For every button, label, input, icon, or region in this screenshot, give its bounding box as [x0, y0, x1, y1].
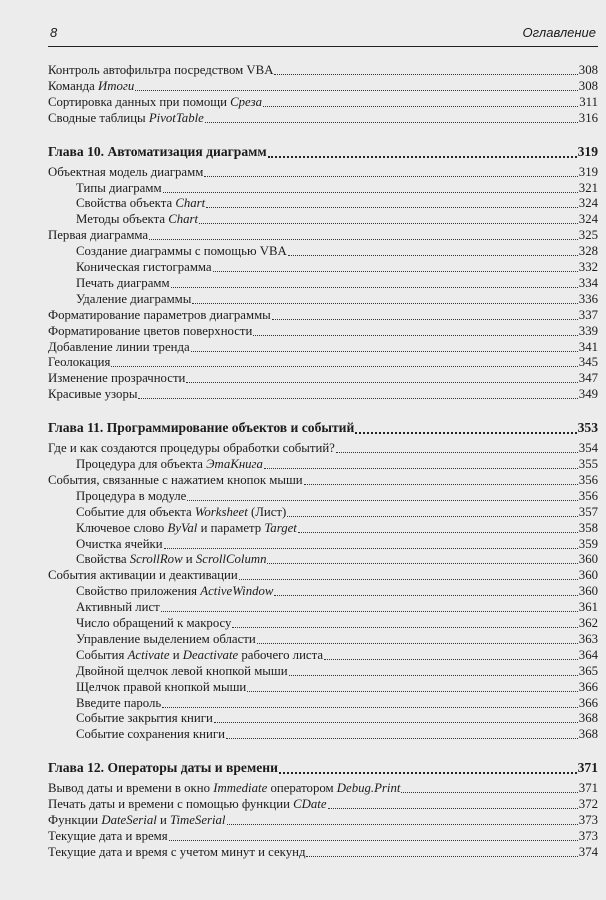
- dot-leader: [187, 499, 577, 501]
- dot-leader: [164, 547, 578, 549]
- entry-title: Контроль автофильтра посредством VBA: [48, 63, 274, 77]
- entry-page-number: 373: [578, 828, 598, 843]
- toc-entry: [76, 679, 598, 695]
- dot-leader: [192, 302, 577, 304]
- dot-leader: [304, 483, 578, 485]
- entry-title: Печать даты и времени с помощью функции CDate: [48, 797, 327, 812]
- toc-entry: [48, 472, 598, 488]
- entry-page-number: 371: [578, 781, 598, 796]
- entry-page-number: 364: [578, 647, 598, 662]
- toc-entry: [48, 227, 598, 243]
- dot-leader: [355, 431, 576, 434]
- toc-entry: [76, 631, 598, 647]
- entry-page-number: 356: [578, 472, 598, 487]
- dot-leader: [324, 658, 578, 660]
- entry-title: Красивые узоры: [48, 387, 138, 402]
- dot-leader: [298, 531, 578, 533]
- entry-page-number: 355: [578, 457, 598, 471]
- entry-title: Сортировка данных при помощи Среза: [48, 94, 262, 109]
- toc-entry: [76, 520, 598, 536]
- entry-title: События, связанные с нажатием кнопок мыши: [48, 472, 303, 487]
- toc-entry: [76, 599, 598, 615]
- toc-entry: [76, 504, 598, 520]
- entry-title: Глава 10. Автоматизация диаграмм: [48, 143, 267, 159]
- running-header: [48, 22, 598, 47]
- chapter-entry: [48, 419, 598, 437]
- entry-title: Типы диаграмм: [76, 180, 162, 195]
- entry-title: Вывод даты и времени в окно Immediate оператором Debug.Print: [48, 781, 401, 796]
- entry-title: Добавление линии тренда: [48, 339, 190, 354]
- entry-page-number: 362: [578, 616, 598, 630]
- dot-leader: [169, 839, 578, 841]
- dot-leader: [232, 626, 577, 628]
- dot-leader: [257, 642, 578, 644]
- entry-page-number: 308: [578, 63, 598, 77]
- toc-entry: [76, 551, 598, 567]
- entry-page-number: 354: [578, 441, 598, 456]
- entry-page-number: 316: [578, 110, 598, 125]
- toc-entry: [76, 536, 598, 552]
- dot-leader: [149, 238, 578, 240]
- toc-entry: [48, 812, 598, 828]
- dot-leader: [268, 155, 577, 158]
- entry-title: Ключевое слово ByVal и параметр Target: [76, 520, 297, 535]
- entry-page-number: 347: [578, 371, 598, 386]
- entry-title: Создание диаграммы с помощью VBA: [76, 244, 287, 259]
- dot-leader: [267, 562, 577, 564]
- entry-page-number: 332: [578, 260, 598, 274]
- toc-entry: [48, 796, 598, 812]
- dot-leader: [226, 737, 578, 739]
- entry-page-number: 324: [578, 212, 598, 227]
- chapter-entry: [48, 759, 598, 777]
- entry-title: Текущие дата и время: [48, 828, 168, 843]
- dot-leader: [199, 222, 578, 224]
- toc-entry: [76, 195, 598, 211]
- entry-page-number: 359: [578, 536, 598, 551]
- toc-entry: [76, 726, 598, 742]
- toc-entry: [48, 370, 598, 386]
- toc-entry: [48, 339, 598, 355]
- entry-title: Где и как создаются процедуры обработки событий?: [48, 441, 335, 456]
- dot-leader: [274, 594, 577, 596]
- dot-leader: [171, 286, 578, 288]
- toc-entry: [48, 78, 598, 94]
- toc-entry: [48, 62, 598, 78]
- entry-title: Свойства объекта Chart: [76, 196, 206, 211]
- entry-title: Событие закрытия книги: [76, 711, 213, 726]
- toc-entry: [76, 663, 598, 679]
- dot-leader: [272, 318, 578, 320]
- dot-leader: [264, 467, 578, 469]
- entry-title: Событие для объекта Worksheet (Лист): [76, 504, 287, 519]
- entry-page-number: 368: [578, 711, 598, 726]
- entry-page-number: 368: [578, 727, 598, 742]
- entry-title: Сводные таблицы PivotTable: [48, 110, 204, 125]
- dot-leader: [279, 771, 577, 774]
- toc-entry: [48, 828, 598, 844]
- entry-page-number: 341: [578, 339, 598, 354]
- entry-title: Текущие дата и время с учетом минут и секунд: [48, 844, 306, 859]
- entry-page-number: 360: [578, 584, 598, 599]
- dot-leader: [206, 206, 578, 208]
- entry-page-number: 328: [578, 244, 598, 259]
- entry-title: Щелчок правой кнопкой мыши: [76, 679, 247, 694]
- entry-title: События активации и деактивации: [48, 568, 238, 583]
- toc-entry: [48, 567, 598, 583]
- entry-title: Процедура для объекта ЭтаКнига: [76, 457, 263, 471]
- entry-title: Форматирование параметров диаграммы: [48, 307, 271, 322]
- toc-entry: [76, 488, 598, 504]
- dot-leader: [247, 690, 578, 692]
- dot-leader: [239, 578, 578, 580]
- entry-page-number: 353: [577, 420, 598, 436]
- toc-entry: [48, 440, 598, 456]
- entry-title: Функции DateSerial и TimeSerial: [48, 813, 226, 827]
- entry-page-number: 319: [578, 164, 598, 179]
- entry-title: Активный лист: [76, 600, 160, 615]
- entry-page-number: 363: [578, 631, 598, 646]
- toc-entry: [76, 456, 598, 472]
- entry-title: Событие сохранения книги: [76, 727, 225, 742]
- dot-leader: [289, 674, 578, 676]
- entry-page-number: 337: [578, 307, 598, 322]
- dot-leader: [227, 823, 578, 825]
- dot-leader: [274, 73, 577, 75]
- toc-entry: [48, 780, 598, 796]
- toc-entry: [48, 323, 598, 339]
- toc-entry: [76, 291, 598, 307]
- toc-entry: [76, 275, 598, 291]
- dot-leader: [287, 515, 578, 517]
- dot-leader: [186, 381, 577, 383]
- toc-entry: [76, 710, 598, 726]
- chapter-entry: [48, 143, 598, 161]
- toc-entry: [48, 164, 598, 180]
- toc-entry: [76, 180, 598, 196]
- entry-title: Двойной щелчок левой кнопкой мыши: [76, 663, 288, 678]
- dot-leader: [288, 254, 578, 256]
- toc-entry: [48, 844, 598, 860]
- dot-leader: [161, 610, 578, 612]
- toc-entry: [48, 110, 598, 126]
- entry-page-number: 349: [578, 387, 598, 402]
- dot-leader: [214, 721, 578, 723]
- toc-entry: [76, 243, 598, 259]
- dot-leader: [328, 807, 578, 809]
- entry-page-number: 374: [578, 844, 598, 859]
- entry-title: Методы объекта Chart: [76, 212, 199, 227]
- dot-leader: [191, 350, 578, 352]
- dot-leader: [213, 270, 578, 272]
- entry-page-number: 356: [578, 488, 598, 503]
- entry-page-number: 325: [578, 228, 598, 243]
- entry-title: Первая диаграмма: [48, 228, 149, 243]
- toc-entry: [48, 354, 598, 370]
- dot-leader: [162, 706, 578, 708]
- entry-page-number: 339: [578, 323, 598, 338]
- entry-title: Объектная модель диаграмм: [48, 164, 204, 179]
- toc-entry: [76, 583, 598, 599]
- entry-title: Свойства ScrollRow и ScrollColumn: [76, 552, 267, 567]
- dot-leader: [401, 791, 577, 793]
- running-title: Оглавление: [522, 25, 596, 40]
- entry-title: Команда Итоги: [48, 78, 135, 93]
- entry-page-number: 336: [578, 291, 598, 306]
- entry-page-number: 360: [578, 568, 598, 583]
- toc-entry: [48, 94, 598, 110]
- toc-entry: [76, 695, 598, 711]
- entry-title: Введите пароль: [76, 695, 162, 710]
- entry-page-number: 334: [578, 275, 598, 290]
- dot-leader: [138, 397, 577, 399]
- dot-leader: [111, 365, 577, 367]
- dot-leader: [336, 451, 578, 453]
- entry-title: Очистка ячейки: [76, 536, 163, 551]
- dot-leader: [306, 855, 577, 857]
- toc-entry: [76, 259, 598, 275]
- entry-page-number: 366: [578, 679, 598, 694]
- entry-title: Печать диаграмм: [76, 275, 170, 290]
- dot-leader: [135, 89, 578, 91]
- dot-leader: [263, 105, 578, 107]
- entry-title: Управление выделением области: [76, 631, 256, 646]
- entry-page-number: 319: [577, 143, 598, 159]
- toc-entry: [48, 386, 598, 402]
- entry-page-number: 357: [578, 504, 598, 519]
- entry-page-number: 358: [578, 520, 598, 535]
- entry-title: Удаление диаграммы: [76, 291, 192, 306]
- entry-page-number: 311: [579, 94, 598, 109]
- entry-title: Форматирование цветов поверхности: [48, 323, 253, 338]
- entry-page-number: 321: [578, 180, 598, 195]
- dot-leader: [205, 121, 578, 123]
- toc-entry: [76, 647, 598, 663]
- entry-title: Глава 12. Операторы даты и времени: [48, 760, 278, 776]
- entry-page-number: 361: [578, 600, 598, 615]
- dot-leader: [253, 334, 577, 336]
- toc-entry: [76, 615, 598, 631]
- dot-leader: [204, 175, 578, 177]
- entry-title: Свойство приложения ActiveWindow: [76, 584, 274, 599]
- dot-leader: [163, 191, 578, 193]
- entry-page-number: 324: [578, 196, 598, 211]
- entry-page-number: 360: [578, 552, 598, 567]
- entry-title: События Activate и Deactivate рабочего листа: [76, 647, 324, 662]
- entry-title: Число обращений к макросу: [76, 616, 232, 630]
- entry-page-number: 372: [578, 797, 598, 812]
- toc-entry: [48, 307, 598, 323]
- page-number: 8: [50, 25, 58, 40]
- toc-entry: [76, 211, 598, 227]
- entry-page-number: 371: [577, 760, 598, 776]
- entry-title: Изменение прозрачности: [48, 371, 186, 386]
- entry-title: Процедура в модуле: [76, 488, 187, 503]
- entry-page-number: 366: [578, 695, 598, 710]
- entry-title: Геолокация: [48, 355, 111, 370]
- entry-page-number: 365: [578, 663, 598, 678]
- entry-page-number: 308: [578, 78, 598, 93]
- entry-page-number: 345: [578, 355, 598, 370]
- entry-page-number: 373: [578, 813, 598, 827]
- entry-title: Коническая гистограмма: [76, 260, 212, 274]
- entry-title: Глава 11. Программирование объектов и событий: [48, 420, 355, 436]
